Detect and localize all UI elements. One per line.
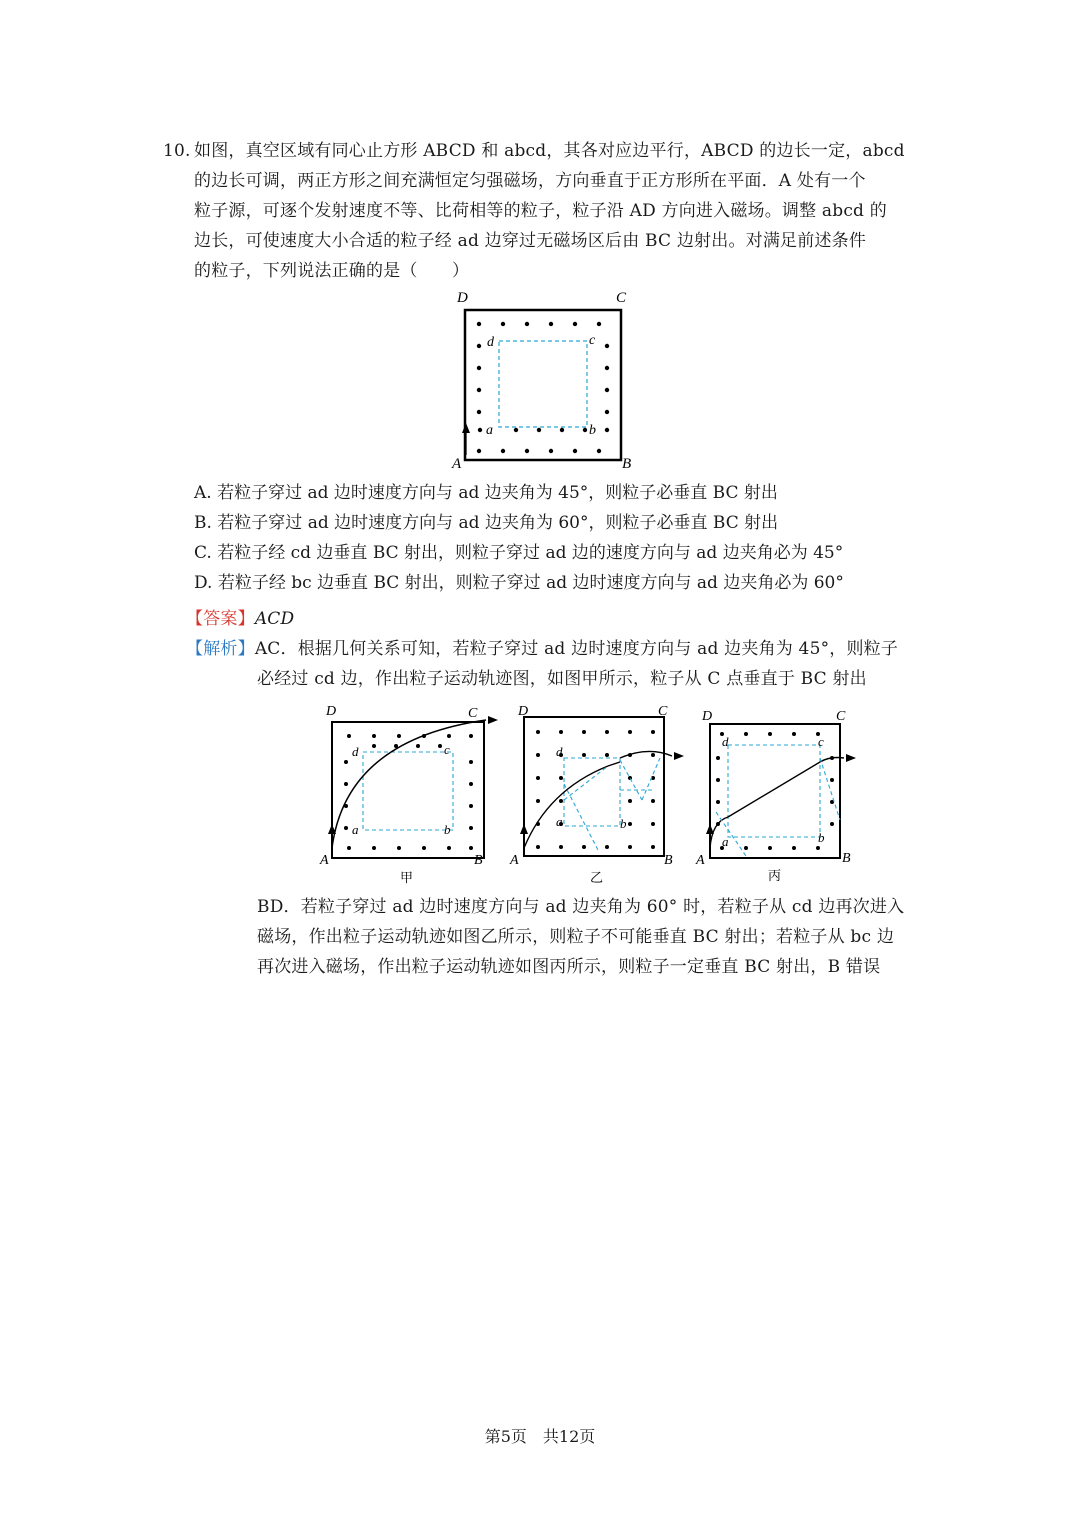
field-dot: [514, 428, 518, 432]
arrow-head-icon: [462, 423, 470, 433]
option-d: D. 若粒子经 bc 边垂直 BC 射出，则粒子穿过 ad 边时速度方向与 ad 边夹角必为 60°: [194, 573, 844, 593]
main-figure: [440, 284, 660, 474]
question-number: 10.: [163, 141, 191, 161]
field-dot: [651, 822, 655, 826]
label-B: B: [664, 853, 673, 868]
field-dot: [344, 826, 348, 830]
field-dot: [744, 732, 748, 736]
field-dot: [536, 753, 540, 757]
analysis-line-2: 必经过 cd 边，作出粒子运动轨迹图，如图甲所示，粒子从 C 点垂直于 BC 射出: [257, 669, 867, 689]
label-D: D: [518, 704, 529, 719]
figure-jia: [316, 700, 506, 890]
construction-line: [564, 766, 608, 800]
label-B: B: [842, 851, 851, 866]
label-d: d: [722, 734, 729, 749]
field-dot: [597, 449, 601, 453]
field-dot: [583, 428, 587, 432]
arrow-head-icon: [706, 824, 714, 834]
field-dot: [477, 449, 481, 453]
label-a: a: [722, 834, 729, 849]
label-c: c: [818, 734, 824, 749]
field-dot: [605, 753, 609, 757]
label-B: B: [474, 853, 483, 868]
field-dot: [447, 846, 451, 850]
field-dot: [477, 410, 481, 414]
field-dot: [469, 846, 473, 850]
field-dot: [559, 799, 563, 803]
analysis-bd-line-3: 再次进入磁场，作出粒子运动轨迹如图丙所示，则粒子一定垂直 BC 射出，B 错误: [257, 957, 881, 977]
arrow-head-icon: [488, 716, 498, 724]
question-line-3: 粒子源，可逐个发射速度不等、比荷相等的粒子，粒子沿 AD 方向进入磁场。调整 abcd 的: [194, 201, 887, 221]
field-dot: [438, 744, 442, 748]
field-dot: [628, 730, 632, 734]
field-dot: [716, 756, 720, 760]
field-dot: [582, 845, 586, 849]
construction-line: [620, 760, 642, 800]
field-dot: [597, 322, 601, 326]
answer-tag: 【答案】: [186, 609, 255, 629]
label-A: A: [696, 853, 705, 868]
field-dot: [559, 730, 563, 734]
field-dot: [651, 730, 655, 734]
field-dot: [549, 322, 553, 326]
label-d: d: [487, 335, 494, 350]
construction-line: [716, 812, 746, 856]
field-dot: [573, 322, 577, 326]
inner-square: [499, 341, 587, 427]
field-dot: [830, 778, 834, 782]
field-dot: [372, 734, 376, 738]
analysis-tag: 【解析】: [186, 639, 255, 659]
field-dot: [477, 344, 481, 348]
field-dot: [536, 730, 540, 734]
label-b: b: [589, 423, 596, 438]
field-dot: [605, 388, 609, 392]
field-dot: [469, 782, 473, 786]
option-c: C. 若粒子经 cd 边垂直 BC 射出，则粒子穿过 ad 边的速度方向与 ad 边夹角必为 45°: [194, 543, 844, 563]
page-footer: 第5页 共12页: [484, 1427, 596, 1446]
field-dot: [344, 782, 348, 786]
trajectory-segment: [728, 762, 820, 817]
field-dot: [605, 344, 609, 348]
field-dot: [830, 822, 834, 826]
field-dot: [501, 322, 505, 326]
option-b: B. 若粒子穿过 ad 边时速度方向与 ad 边夹角为 60°，则粒子必垂直 BC 射出: [194, 513, 779, 533]
label-A: A: [510, 853, 519, 868]
field-dot: [536, 776, 540, 780]
figure-bing: [694, 700, 884, 890]
field-dot: [397, 846, 401, 850]
label-d: d: [352, 744, 359, 759]
field-dot: [605, 366, 609, 370]
construction-line: [820, 758, 840, 820]
field-dot: [536, 799, 540, 803]
construction-line: [564, 784, 598, 850]
analysis-bd-line-1: BD．若粒子穿过 ad 边时速度方向与 ad 边夹角为 60° 时，若粒子从 cd 边再次进入: [257, 897, 905, 917]
field-dot: [605, 730, 609, 734]
label-A: A: [320, 853, 329, 868]
inner-square: [564, 758, 620, 826]
label-C: C: [468, 706, 478, 721]
outer-square: [524, 717, 664, 856]
arrow-head-icon: [520, 824, 528, 834]
caption: 丙: [768, 869, 782, 884]
field-dot: [469, 804, 473, 808]
field-dot: [768, 732, 772, 736]
field-dot: [716, 800, 720, 804]
question-line-5: 的粒子，下列说法正确的是（ ）: [194, 261, 470, 281]
question-line-4: 边长，可使速度大小合适的粒子经 ad 边穿过无磁场区后由 BC 边射出。对满足前述条件: [194, 231, 867, 251]
field-dot: [469, 734, 473, 738]
field-dot: [605, 845, 609, 849]
question-line-2: 的边长可调，两正方形之间充满恒定匀强磁场，方向垂直于正方形所在平面．A 处有一个: [194, 171, 866, 191]
field-dot: [372, 744, 376, 748]
field-dot: [744, 846, 748, 850]
analysis-row: [186, 638, 898, 660]
field-dot: [651, 845, 655, 849]
label-D: D: [457, 290, 468, 306]
option-a: A. 若粒子穿过 ad 边时速度方向与 ad 边夹角为 45°，则粒子必垂直 BC 射出: [194, 483, 778, 503]
arrow-head-icon: [328, 824, 336, 834]
inner-square: [728, 745, 820, 837]
field-dot: [416, 744, 420, 748]
field-dot: [560, 428, 564, 432]
field-dot: [477, 366, 481, 370]
field-dot: [628, 776, 632, 780]
arrow-head-icon: [674, 752, 684, 760]
field-dot: [549, 449, 553, 453]
field-dot: [651, 799, 655, 803]
field-dot: [792, 732, 796, 736]
field-dot: [816, 846, 820, 850]
field-dot: [347, 846, 351, 850]
field-dot: [792, 846, 796, 850]
field-dot: [768, 846, 772, 850]
analysis-bd-line-2: 磁场，作出粒子运动轨迹如图乙所示，则粒子不可能垂直 BC 射出；若粒子从 bc 边: [257, 927, 895, 947]
field-dot: [573, 449, 577, 453]
answer-row: [186, 608, 294, 630]
field-dot: [397, 734, 401, 738]
label-C: C: [836, 709, 846, 724]
field-dot: [559, 845, 563, 849]
label-C: C: [616, 290, 627, 306]
label-B: B: [622, 456, 632, 472]
field-dot: [344, 760, 348, 764]
field-dot: [525, 449, 529, 453]
label-C: C: [658, 704, 668, 719]
trajectory-segment: [608, 762, 620, 766]
field-dot: [447, 734, 451, 738]
question-line-1: 如图，真空区域有同心止方形 ABCD 和 abcd，其各对应边平行，ABCD 的边长一定，abcd: [194, 141, 905, 161]
field-dot: [651, 753, 655, 757]
label-c: c: [589, 333, 596, 348]
construction-line: [642, 758, 660, 800]
field-dot: [628, 822, 632, 826]
label-a: a: [486, 423, 493, 438]
field-dots: [716, 732, 834, 850]
field-dot: [477, 388, 481, 392]
field-dot: [605, 428, 609, 432]
label-a: a: [352, 822, 359, 837]
field-dot: [478, 428, 482, 432]
field-dot: [628, 799, 632, 803]
field-dot: [501, 449, 505, 453]
field-dot: [582, 753, 586, 757]
field-dot: [347, 734, 351, 738]
caption: 甲: [400, 871, 414, 886]
field-dot: [582, 730, 586, 734]
label-a: a: [556, 814, 563, 829]
field-dot: [422, 846, 426, 850]
field-dot: [469, 760, 473, 764]
field-dot: [559, 776, 563, 780]
field-dot: [525, 322, 529, 326]
answer-value: ACD: [254, 609, 295, 629]
field-dot: [537, 428, 541, 432]
label-A: A: [452, 456, 462, 472]
field-dot: [628, 845, 632, 849]
label-D: D: [326, 704, 337, 719]
figure-yi: [508, 700, 698, 890]
label-D: D: [702, 709, 713, 724]
field-dot: [716, 778, 720, 782]
field-dot: [469, 826, 473, 830]
label-d: d: [556, 744, 563, 759]
label-b: b: [818, 830, 825, 845]
label-b: b: [444, 822, 451, 837]
field-dot: [605, 410, 609, 414]
field-dot: [372, 846, 376, 850]
field-dot: [536, 845, 540, 849]
analysis-line-1: AC．根据几何关系可知，若粒子穿过 ad 边时速度方向与 ad 边夹角为 45°，则粒子: [254, 639, 899, 659]
caption: 乙: [590, 871, 604, 886]
label-c: c: [444, 742, 450, 757]
field-dot: [477, 322, 481, 326]
label-b: b: [620, 816, 627, 831]
arrow-head-icon: [846, 754, 856, 762]
